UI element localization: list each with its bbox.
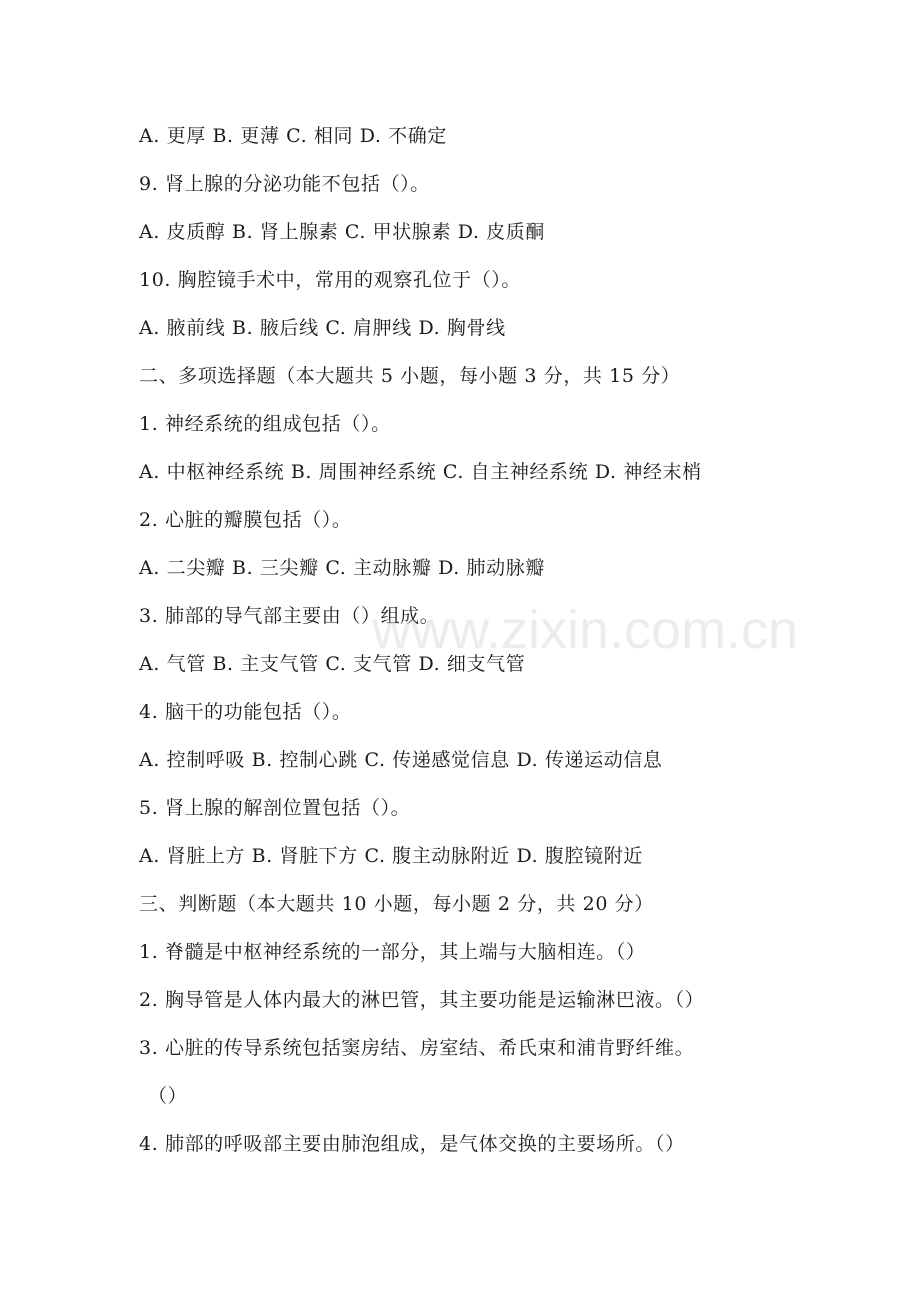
text-line: 3. 肺部的导气部主要由（）组成。 <box>139 605 440 627</box>
section-heading: 二、多项选择题（本大题共 5 小题，每小题 3 分，共 15 分） <box>139 365 681 387</box>
text-line: A. 皮质醇 B. 肾上腺素 C. 甲状腺素 D. 皮质酮 <box>139 221 545 243</box>
text-line: 9. 肾上腺的分泌功能不包括（）。 <box>139 173 430 195</box>
text-line: 2. 胸导管是人体内最大的淋巴管，其主要功能是运输淋巴液。（） <box>139 989 705 1011</box>
text-line: 1. 脊髓是中枢神经系统的一部分，其上端与大脑相连。（） <box>139 941 646 963</box>
text-line: 2. 心脏的瓣膜包括（）。 <box>139 509 352 531</box>
text-line: 3. 心脏的传导系统包括窦房结、房室结、希氏束和浦肯野纤维。 <box>139 1037 695 1059</box>
text-line: A. 肾脏上方 B. 肾脏下方 C. 腹主动脉附近 D. 腹腔镜附近 <box>139 845 643 867</box>
section-heading: 三、判断题（本大题共 10 小题，每小题 2 分，共 20 分） <box>139 893 654 915</box>
text-line: A. 腋前线 B. 腋后线 C. 肩胛线 D. 胸骨线 <box>139 317 506 339</box>
text-line: 5. 肾上腺的解剖位置包括（）。 <box>139 797 411 819</box>
text-line: A. 更厚 B. 更薄 C. 相同 D. 不确定 <box>139 125 447 147</box>
text-line: 10. 胸腔镜手术中，常用的观察孔位于（）。 <box>139 269 521 291</box>
text-line: A. 二尖瓣 B. 三尖瓣 C. 主动脉瓣 D. 肺动脉瓣 <box>139 557 545 579</box>
text-line: 1. 神经系统的组成包括（）。 <box>139 413 391 435</box>
text-line: 4. 肺部的呼吸部主要由肺泡组成，是气体交换的主要场所。（） <box>139 1133 685 1155</box>
text-line: A. 气管 B. 主支气管 C. 支气管 D. 细支气管 <box>139 653 526 675</box>
text-line: A. 控制呼吸 B. 控制心跳 C. 传递感觉信息 D. 传递运动信息 <box>139 749 663 771</box>
text-line: A. 中枢神经系统 B. 周围神经系统 C. 自主神经系统 D. 神经末梢 <box>139 461 702 483</box>
text-line: 4. 脑干的功能包括（）。 <box>139 701 352 723</box>
text-line: （） <box>148 1085 188 1107</box>
watermark: www.zixin.com.cn <box>372 600 799 660</box>
